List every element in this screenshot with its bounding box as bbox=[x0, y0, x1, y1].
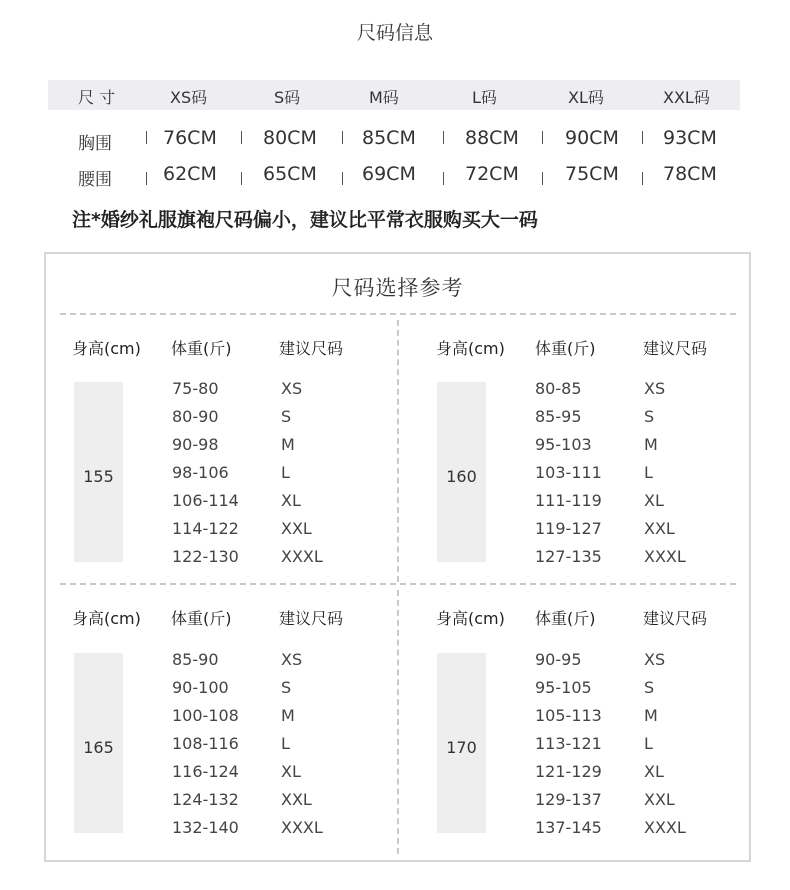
recommended-size: XXXL bbox=[281, 547, 323, 566]
recommended-size: M bbox=[644, 706, 658, 725]
recommended-size: L bbox=[281, 463, 290, 482]
weight-range: 116-124 bbox=[172, 762, 239, 781]
bust-value-m: 85CM bbox=[362, 127, 416, 149]
col-header-size: 建议尺码 bbox=[279, 339, 344, 358]
size-note: 注*婚纱礼服旗袍尺码偏小，建议比平常衣服购买大一码 bbox=[72, 209, 538, 231]
recommended-size: XXL bbox=[281, 519, 312, 538]
recommended-size: M bbox=[281, 435, 295, 454]
waist-value-xl: 75CM bbox=[565, 163, 619, 185]
weight-range: 132-140 bbox=[172, 818, 239, 837]
weight-range: 124-132 bbox=[172, 790, 239, 809]
recommended-size: XS bbox=[281, 650, 303, 669]
bust-value-l: 88CM bbox=[465, 127, 519, 149]
recommended-size: XL bbox=[281, 762, 301, 781]
recommended-size: L bbox=[644, 463, 653, 482]
weight-range: 105-113 bbox=[535, 706, 602, 725]
col-header-weight: 体重(斤) bbox=[535, 339, 596, 358]
recommended-size: XXL bbox=[644, 519, 675, 538]
weight-range: 129-137 bbox=[535, 790, 602, 809]
bust-label: 胸围 bbox=[78, 134, 112, 154]
height-value: 155 bbox=[83, 467, 114, 486]
weight-range: 100-108 bbox=[172, 706, 239, 725]
separator bbox=[241, 172, 242, 185]
separator bbox=[642, 172, 643, 185]
size-header-xs: XS码 bbox=[170, 88, 208, 107]
height-value: 165 bbox=[83, 738, 114, 757]
col-header-size: 建议尺码 bbox=[643, 339, 708, 358]
recommended-size: XXXL bbox=[281, 818, 323, 837]
weight-range: 106-114 bbox=[172, 491, 239, 510]
recommended-size: XS bbox=[644, 379, 666, 398]
separator bbox=[342, 131, 343, 144]
size-header-l: L码 bbox=[472, 88, 497, 107]
bust-value-xl: 90CM bbox=[565, 127, 619, 149]
weight-range: 85-95 bbox=[535, 407, 582, 426]
col-header-weight: 体重(斤) bbox=[535, 609, 596, 628]
separator bbox=[642, 131, 643, 144]
recommended-size: XXXL bbox=[644, 818, 686, 837]
separator bbox=[241, 131, 242, 144]
weight-range: 75-80 bbox=[172, 379, 219, 398]
separator bbox=[146, 172, 147, 185]
weight-range: 108-116 bbox=[172, 734, 239, 753]
weight-range: 103-111 bbox=[535, 463, 602, 482]
weight-range: 85-90 bbox=[172, 650, 219, 669]
waist-value-m: 69CM bbox=[362, 163, 416, 185]
recommended-size: XS bbox=[281, 379, 303, 398]
separator bbox=[443, 172, 444, 185]
col-header-weight: 体重(斤) bbox=[171, 339, 232, 358]
recommended-size: XS bbox=[644, 650, 666, 669]
size-header-xxl: XXL码 bbox=[663, 88, 710, 107]
col-header-size: 建议尺码 bbox=[279, 609, 344, 628]
dashed-divider bbox=[397, 320, 399, 582]
weight-range: 90-95 bbox=[535, 650, 582, 669]
separator bbox=[146, 131, 147, 144]
weight-range: 80-90 bbox=[172, 407, 219, 426]
recommended-size: S bbox=[281, 407, 292, 426]
waist-label: 腰围 bbox=[78, 170, 112, 190]
weight-range: 113-121 bbox=[535, 734, 602, 753]
separator bbox=[443, 131, 444, 144]
recommended-size: XXL bbox=[644, 790, 675, 809]
weight-range: 137-145 bbox=[535, 818, 602, 837]
size-header-label: 尺 寸 bbox=[78, 88, 116, 107]
recommended-size: XXL bbox=[281, 790, 312, 809]
weight-range: 127-135 bbox=[535, 547, 602, 566]
separator bbox=[542, 131, 543, 144]
weight-range: 111-119 bbox=[535, 491, 602, 510]
col-header-size: 建议尺码 bbox=[643, 609, 708, 628]
col-header-weight: 体重(斤) bbox=[171, 609, 232, 628]
weight-range: 90-100 bbox=[172, 678, 229, 697]
waist-value-s: 65CM bbox=[263, 163, 317, 185]
size-header-s: S码 bbox=[274, 88, 301, 107]
size-header-xl: XL码 bbox=[568, 88, 604, 107]
weight-range: 119-127 bbox=[535, 519, 602, 538]
bust-value-xs: 76CM bbox=[163, 127, 217, 149]
recommended-size: S bbox=[644, 407, 655, 426]
dashed-divider bbox=[60, 583, 736, 585]
col-header-height: 身高(cm) bbox=[436, 609, 505, 628]
recommended-size: XL bbox=[281, 491, 301, 510]
col-header-height: 身高(cm) bbox=[72, 609, 141, 628]
recommended-size: L bbox=[281, 734, 290, 753]
weight-range: 95-103 bbox=[535, 435, 592, 454]
height-value: 170 bbox=[446, 738, 477, 757]
weight-range: 114-122 bbox=[172, 519, 239, 538]
recommended-size: XL bbox=[644, 762, 664, 781]
separator bbox=[542, 172, 543, 185]
dashed-divider bbox=[60, 313, 736, 315]
recommended-size: XL bbox=[644, 491, 664, 510]
recommended-size: S bbox=[644, 678, 655, 697]
recommended-size: L bbox=[644, 734, 653, 753]
recommended-size: M bbox=[281, 706, 295, 725]
waist-value-xxl: 78CM bbox=[663, 163, 717, 185]
col-header-height: 身高(cm) bbox=[72, 339, 141, 358]
recommended-size: M bbox=[644, 435, 658, 454]
size-header-m: M码 bbox=[369, 88, 399, 107]
recommended-size: S bbox=[281, 678, 292, 697]
waist-value-l: 72CM bbox=[465, 163, 519, 185]
weight-range: 90-98 bbox=[172, 435, 219, 454]
bust-value-s: 80CM bbox=[263, 127, 317, 149]
page-title: 尺码信息 bbox=[356, 22, 433, 44]
weight-range: 121-129 bbox=[535, 762, 602, 781]
col-header-height: 身高(cm) bbox=[436, 339, 505, 358]
waist-value-xs: 62CM bbox=[163, 163, 217, 185]
weight-range: 98-106 bbox=[172, 463, 229, 482]
weight-range: 122-130 bbox=[172, 547, 239, 566]
dashed-divider bbox=[397, 590, 399, 854]
size-reference-title: 尺码选择参考 bbox=[331, 276, 464, 300]
height-value: 160 bbox=[446, 467, 477, 486]
recommended-size: XXXL bbox=[644, 547, 686, 566]
weight-range: 80-85 bbox=[535, 379, 582, 398]
weight-range: 95-105 bbox=[535, 678, 592, 697]
bust-value-xxl: 93CM bbox=[663, 127, 717, 149]
separator bbox=[342, 172, 343, 185]
